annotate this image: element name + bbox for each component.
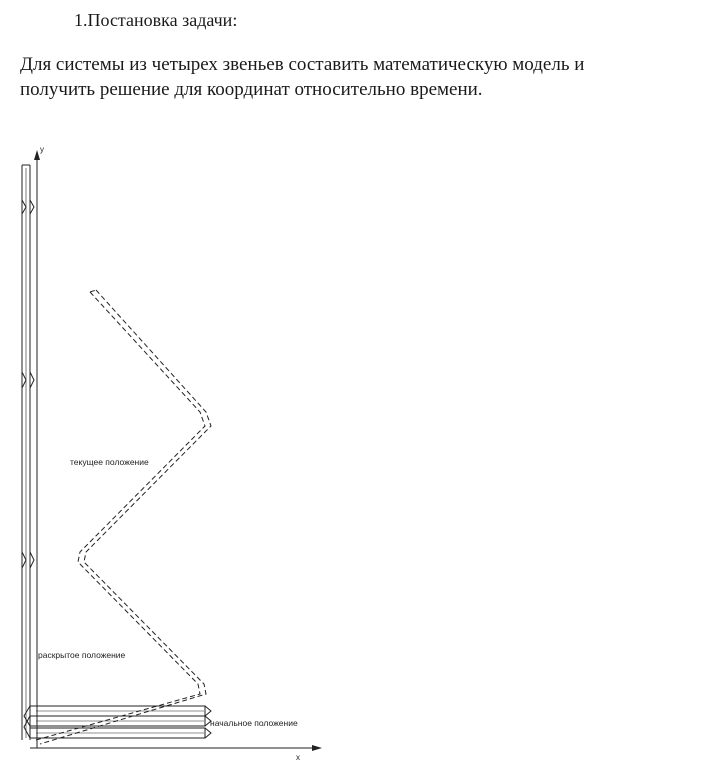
task-line-2: получить решение для координат относительно времени. bbox=[20, 79, 483, 100]
label-current-position: текущее положение bbox=[70, 457, 149, 467]
x-axis bbox=[30, 745, 322, 751]
joint-3 bbox=[22, 552, 26, 568]
initial-position-links bbox=[24, 706, 211, 738]
section-heading: 1.Постановка задачи: bbox=[74, 10, 238, 30]
task-line-1: Для системы из четырех звеньев составить математическую модель и bbox=[20, 54, 585, 75]
joint-1 bbox=[22, 200, 26, 214]
label-expanded-position: раскрытое положение bbox=[38, 650, 126, 660]
link-chain-inner bbox=[40, 290, 211, 744]
expanded-position-links bbox=[22, 165, 34, 740]
y-axis-label: y bbox=[40, 145, 44, 154]
label-initial-position: начальное положение bbox=[210, 718, 298, 728]
link-chain-outer bbox=[36, 292, 205, 740]
current-position-links bbox=[36, 290, 211, 744]
joint-2 bbox=[22, 372, 26, 388]
x-axis-label: x bbox=[296, 753, 300, 762]
